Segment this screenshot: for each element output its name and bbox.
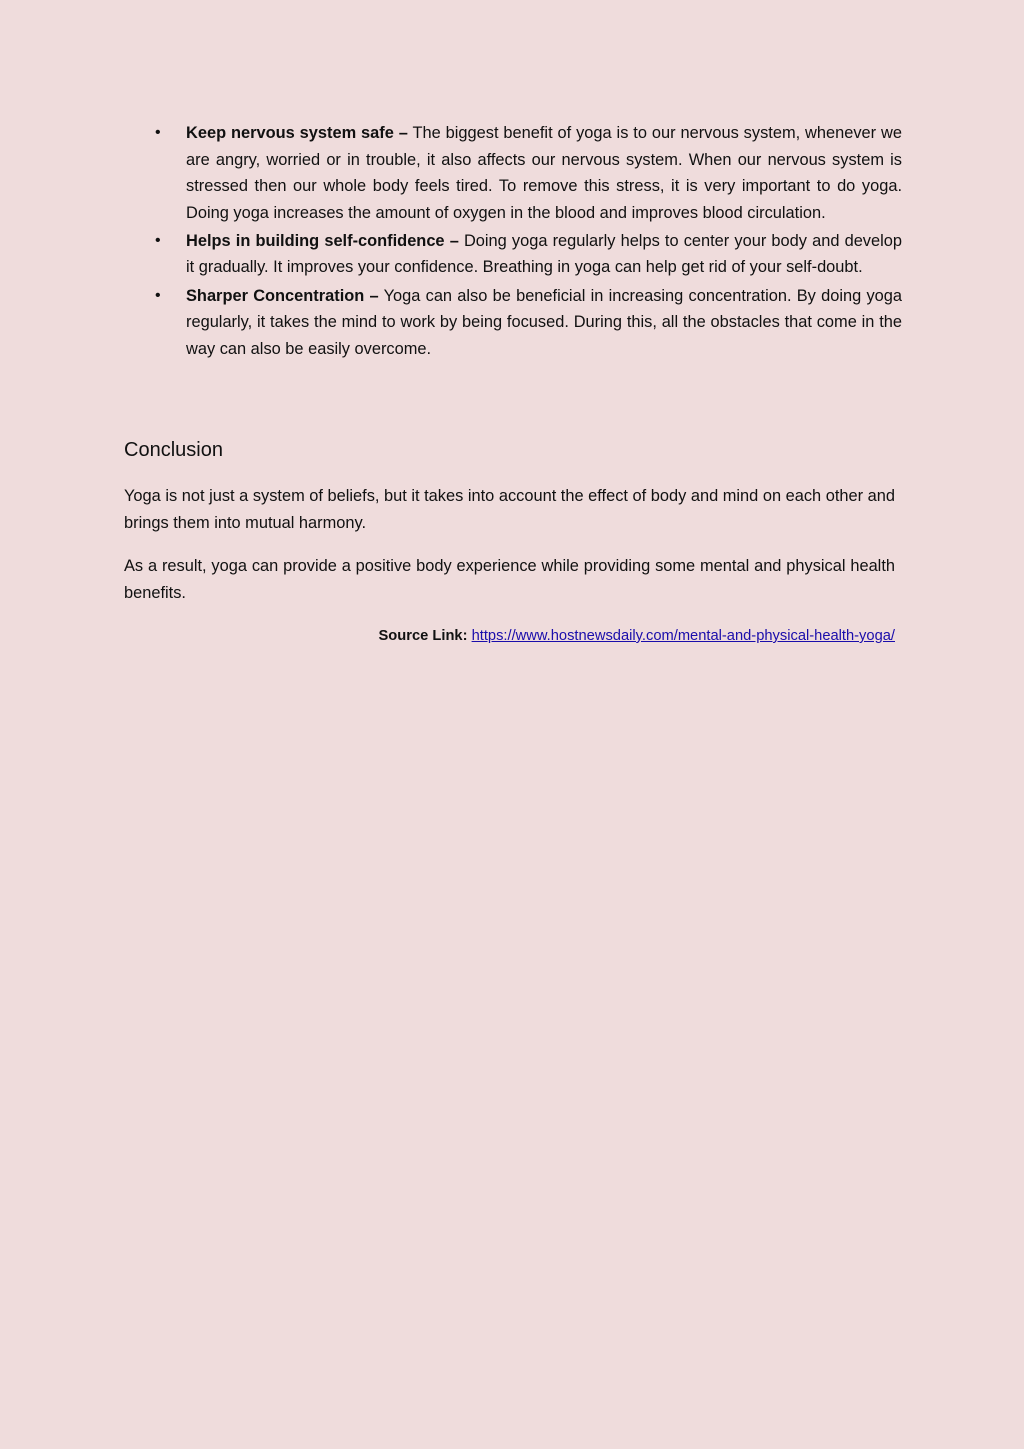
bullet-icon: • [155,231,161,249]
list-item [124,120,902,226]
source-label: Source Link: [378,628,468,644]
conclusion-paragraph: As a result, yoga can provide a positive body experience while providing some mental and physical health benefits. [124,557,895,602]
source-link[interactable]: https://www.hostnewsdaily.com/mental-and-physical-health-yoga/ [471,628,895,644]
conclusion-paragraph: Yoga is not just a system of beliefs, but it takes into account the effect of body and mind on each other and brings them into mutual harmony. [124,487,895,532]
source-line [379,624,895,648]
list-item [124,283,902,363]
benefit-text: Doing yoga regularly helps to center your body and develop it gradually. It improves your confidence. Breathing in yoga can help get rid of your self-doubt. [186,231,902,277]
benefit-text: The biggest benefit of yoga is to our nervous system, whenever we are angry, worried or in trouble, it also affects our nervous system. When our nervous system is stressed then our whole body feels tired. To remove this stress, it is very important to do yoga. Doing yoga increases the amount of oxygen in the blood and improves blood circulation. [186,124,902,222]
benefit-title: Sharper Concentration – [186,286,379,305]
bullet-icon: • [155,286,161,304]
benefit-title: Keep nervous system safe – [186,124,408,142]
benefits-list [124,120,902,364]
bullet-icon: • [155,124,161,141]
list-item [124,228,902,281]
conclusion-heading: Conclusion [124,439,223,461]
benefit-text: Yoga can also be beneficial in increasing concentration. By doing yoga regularly, it takes the mind to work by being focused. During this, all the obstacles that come in the way can also be easily overcome. [186,286,902,358]
benefit-title: Helps in building self-confidence – [186,231,459,250]
